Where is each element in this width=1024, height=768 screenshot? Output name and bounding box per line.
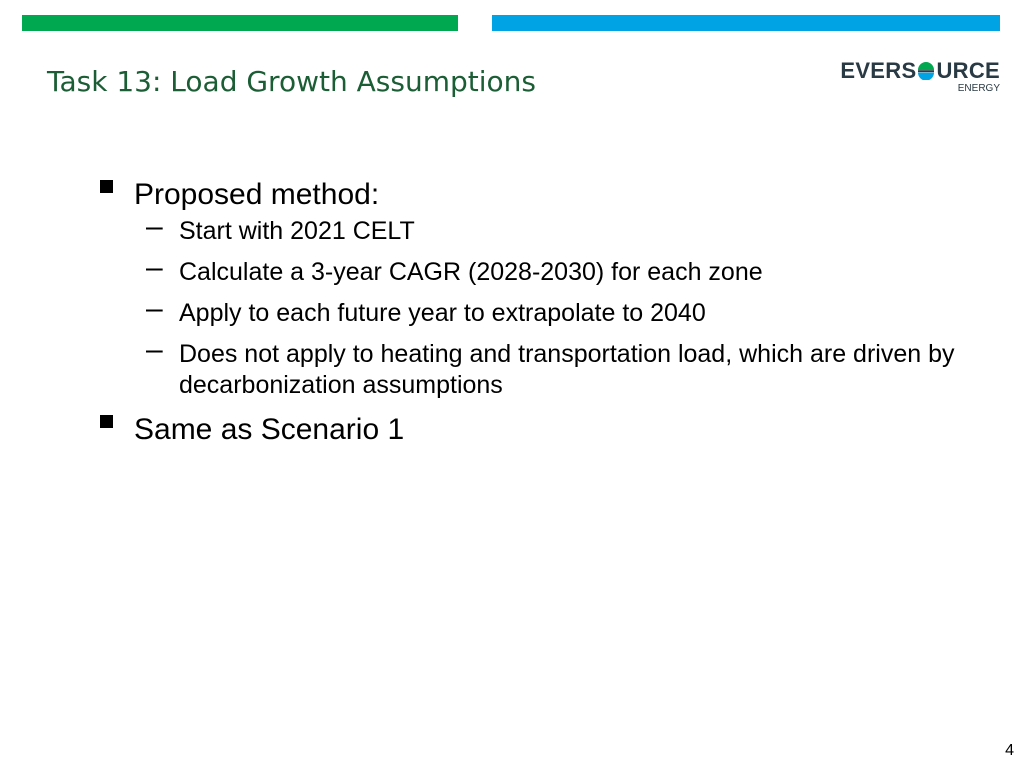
logo-text-right: URCE — [936, 58, 1000, 83]
bullet-item — [100, 411, 980, 449]
sub-bullet-item — [100, 333, 980, 401]
logo-text-left: EVERS — [840, 58, 917, 83]
bullet-text: Same as Scenario 1 — [134, 413, 405, 446]
logo-subtitle: ENERGY — [957, 83, 1000, 94]
slide-title: Task 13: Load Growth Assumptions — [47, 65, 536, 98]
top-accent-bar-blue — [492, 15, 1000, 31]
dash-bullet-icon: – — [146, 210, 163, 243]
page-number: 4 — [1005, 742, 1014, 759]
sub-bullet-text: Start with 2021 CELT — [179, 217, 415, 245]
sub-bullet-item — [100, 210, 980, 247]
sub-bullet-item — [100, 251, 980, 288]
sub-bullet-item — [100, 292, 980, 329]
bullet-list — [100, 176, 980, 449]
square-bullet-icon — [100, 415, 113, 428]
dash-bullet-icon: – — [146, 333, 163, 366]
bullet-item — [100, 176, 980, 214]
sub-bullet-list — [100, 210, 980, 401]
eversource-logo — [840, 58, 1000, 94]
sub-bullet-text: Calculate a 3-year CAGR (2028-2030) for each zone — [179, 258, 763, 286]
bullet-text: Proposed method: — [134, 178, 380, 211]
sub-bullet-text: Does not apply to heating and transportation load, which are driven by decarbonization assumptions — [179, 340, 955, 399]
sub-bullet-text: Apply to each future year to extrapolate to 2040 — [179, 299, 706, 327]
logo-globe-icon — [917, 62, 935, 80]
square-bullet-icon — [100, 180, 113, 193]
dash-bullet-icon: – — [146, 251, 163, 284]
logo-wordmark — [840, 58, 1000, 84]
dash-bullet-icon: – — [146, 292, 163, 325]
top-accent-bar-green — [22, 15, 458, 31]
